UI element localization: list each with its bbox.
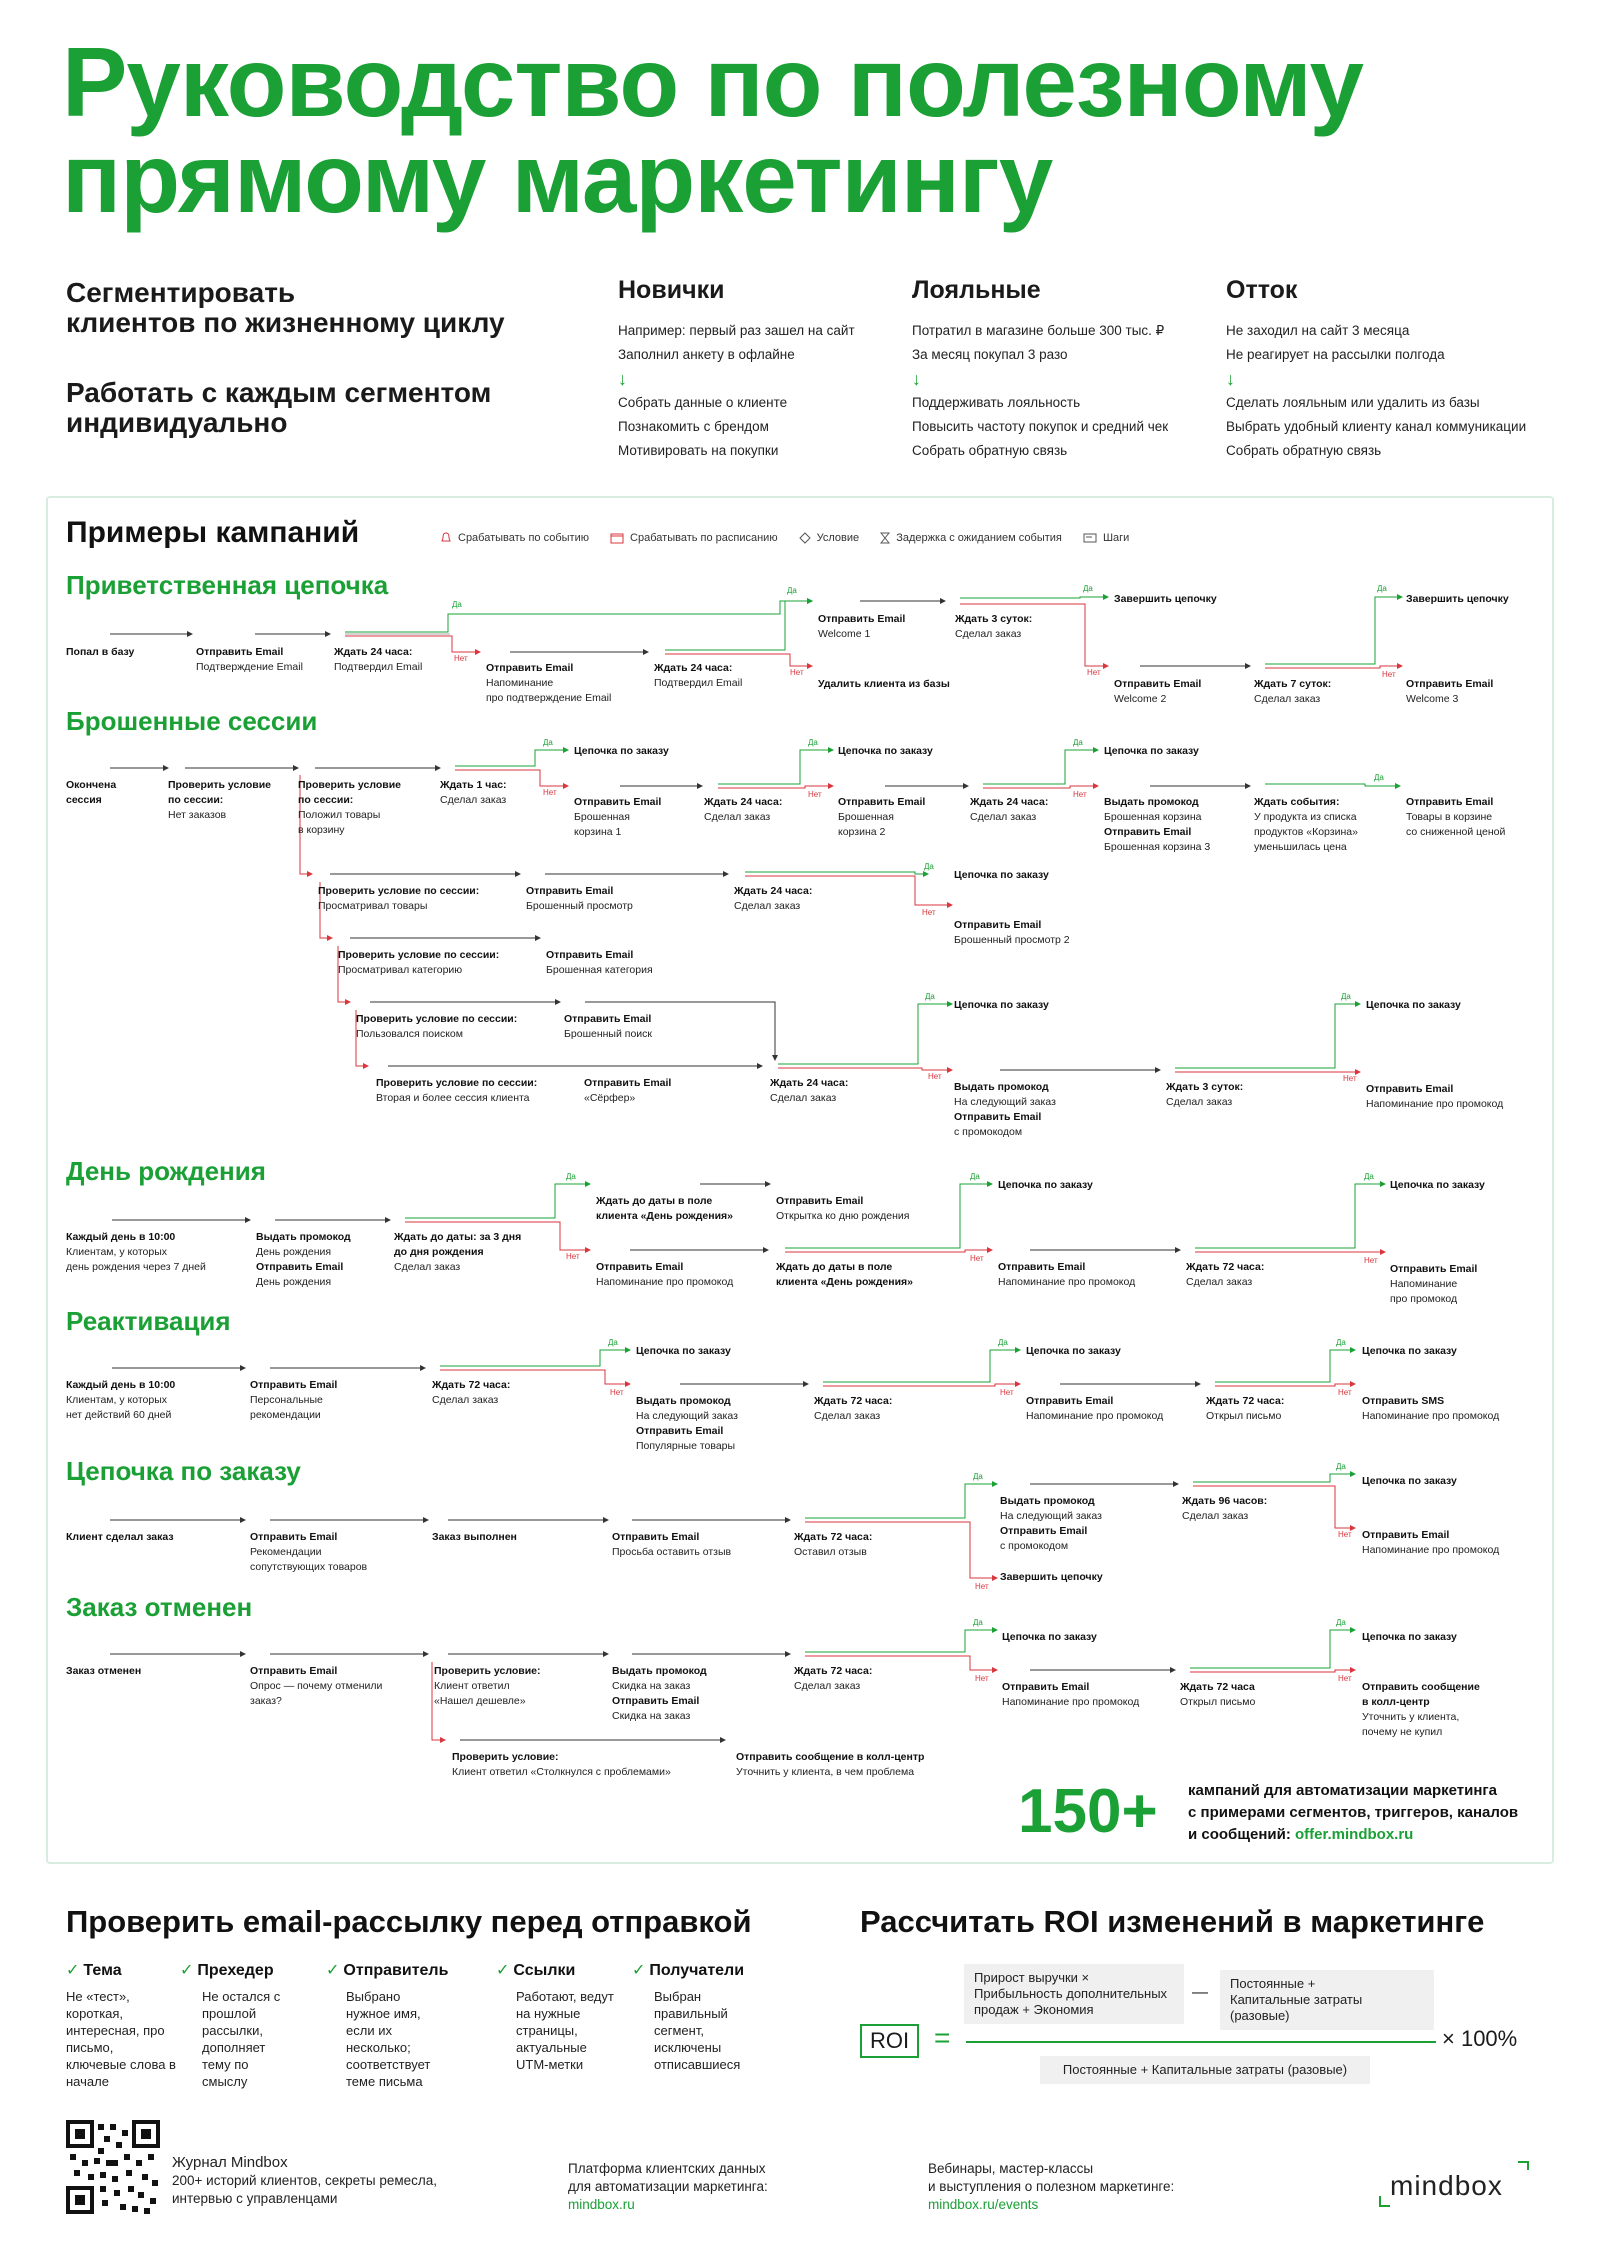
label-no: Нет bbox=[1087, 668, 1101, 677]
node-react-wait2: Ждать 72 часа: Сделал заказ bbox=[814, 1395, 893, 1422]
node-cancel-reminder: Отправить Email Напоминание про промокод bbox=[1002, 1681, 1140, 1708]
segment-loyal: Лояльные Потратил в магазине больше 300 тыс. ₽ За месяц покупал 3 разо ↓ Поддерживать лояльность Повысить частоту покупок и средний чек Собрать обратную связь bbox=[912, 276, 1169, 458]
node-order-email1: Отправить Email Рекомендации сопутствующих товаров bbox=[250, 1531, 368, 1573]
node-welcome-end2: Завершить цепочку bbox=[1406, 593, 1509, 605]
node-react-wait1: Ждать 72 часа: Сделал заказ bbox=[432, 1379, 511, 1406]
check-icon: ✓ bbox=[632, 1962, 646, 1979]
label-no: Нет bbox=[1338, 1674, 1352, 1683]
node-welcome-end1: Завершить цепочку bbox=[1114, 593, 1217, 605]
label-yes: Да bbox=[808, 738, 818, 747]
node-cancel-order1: Цепочка по заказу bbox=[1002, 1631, 1097, 1643]
node-order-end: Завершить цепочку bbox=[1000, 1571, 1103, 1583]
check-recipients: ✓ Получатели Выбран правильный сегмент, исключены отписавшиеся bbox=[632, 1962, 745, 2072]
node-abandoned-cart1: Отправить Email Брошенная корзина 1 bbox=[574, 796, 662, 838]
label-yes: Да bbox=[1336, 1338, 1346, 1347]
node-abandoned-order2: Цепочка по заказу bbox=[838, 745, 933, 757]
section-abandoned: Брошенные сессии bbox=[66, 706, 318, 736]
mindbox-logo: mindbox bbox=[1376, 2160, 1536, 2210]
node-welcome-wait2: Ждать 24 часа: Подтвердил Email bbox=[654, 662, 743, 689]
node-abandoned-order1: Цепочка по заказу bbox=[574, 745, 669, 757]
node-welcome-wait3: Ждать 3 суток: Сделал заказ bbox=[955, 613, 1033, 640]
node-order-wait1: Ждать 72 часа: Оставил отзыв bbox=[794, 1531, 873, 1558]
node-abandoned-cond2: Проверить условие по сессии: Положил товары в корзину bbox=[298, 779, 402, 836]
label-no: Нет bbox=[454, 654, 468, 663]
label-no: Нет bbox=[1338, 1388, 1352, 1397]
label-yes: Да bbox=[787, 586, 797, 595]
label-yes: Да bbox=[973, 1472, 983, 1481]
arrow-down-icon: ↓ bbox=[618, 369, 627, 389]
label-yes: Да bbox=[970, 1172, 980, 1181]
label-no: Нет bbox=[975, 1582, 989, 1591]
check-icon: ✓ bbox=[66, 1962, 80, 1979]
webinars-link[interactable]: mindbox.ru/events bbox=[928, 2197, 1039, 2212]
node-welcome-w2: Отправить Email Welcome 2 bbox=[1114, 678, 1202, 705]
label-no: Нет bbox=[1073, 790, 1087, 799]
section-order-chain: Цепочка по заказу bbox=[66, 1456, 301, 1486]
label-no: Нет bbox=[1343, 1074, 1357, 1083]
label-no: Нет bbox=[922, 908, 936, 917]
node-welcome-start: Попал в базу bbox=[66, 646, 135, 658]
node-category-email: Отправить Email Брошенная категория bbox=[546, 949, 653, 976]
node-category-cond: Проверить условие по сессии: Просматривал категорию bbox=[338, 949, 500, 976]
label-no: Нет bbox=[566, 1252, 580, 1261]
node-react-promo: Выдать промокод На следующий заказ Отправить Email Популярные товары bbox=[636, 1395, 738, 1452]
node-react-reminder: Отправить Email Напоминание про промокод bbox=[1026, 1395, 1164, 1422]
node-abandoned-lowprice-email: Отправить Email Товары в корзине со сниженной ценой bbox=[1406, 796, 1506, 838]
label-no: Нет bbox=[975, 1674, 989, 1683]
node-welcome-wait4: Ждать 7 суток: Сделал заказ bbox=[1254, 678, 1332, 705]
node-order-chain: Цепочка по заказу bbox=[1362, 1475, 1457, 1487]
node-birthday-wait-date2: Ждать до даты в поле клиента «День рождения» bbox=[776, 1261, 913, 1288]
roi-numerator-box: Прирост выручки × Прибыльность дополнительных продаж + Экономия bbox=[964, 1964, 1184, 2024]
check-icon: ✓ bbox=[180, 1962, 194, 1979]
segment-churn: Отток Не заходил на сайт 3 месяца Не реагирует на рассылки полгода ↓ Сделать лояльным или удалить из базы Выбрать удобный клиенту канал коммуникации Собрать обратную связь bbox=[1226, 276, 1527, 458]
check-sender: ✓ Отправитель Выбрано нужное имя, если их несколько; соответствует теме письма bbox=[326, 1962, 449, 2089]
label-yes: Да bbox=[924, 862, 934, 871]
node-cancel-survey: Отправить Email Опрос — почему отменили заказ? bbox=[250, 1665, 383, 1707]
node-react-email: Отправить Email Персональные рекомендации bbox=[250, 1379, 338, 1421]
node-birthday-wait1: Ждать до даты: за 3 дня до дня рождения Сделал заказ bbox=[394, 1231, 522, 1273]
label-yes: Да bbox=[543, 738, 553, 747]
roi-title: Рассчитать ROI изменений в маркетинге bbox=[860, 1904, 1485, 1939]
label-yes: Да bbox=[1374, 773, 1384, 782]
node-welcome-email1: Отправить Email Подтверждение Email bbox=[196, 646, 303, 673]
legend: Срабатывать по событию Срабатывать по расписанию Условие Задержка с ожиданием события Шаги bbox=[440, 532, 1147, 547]
node-birthday-wait-date1: Ждать до даты в поле клиента «День рождения» bbox=[596, 1195, 733, 1222]
node-cancel-callcenter2: Отправить сообщение в колл-центр Уточнить у клиента, в чем проблема bbox=[736, 1751, 925, 1778]
label-yes: Да bbox=[1336, 1618, 1346, 1627]
check-title: Проверить email-рассылку перед отправкой bbox=[66, 1904, 752, 1939]
node-cancel-wait1: Ждать 72 часа: Сделал заказ bbox=[794, 1665, 873, 1692]
label-no: Нет bbox=[1000, 1388, 1014, 1397]
node-abandoned-promo: Выдать промокод Брошенная корзина Отправить Email Брошенная корзина 3 bbox=[1104, 796, 1211, 853]
node-abandoned-order3: Цепочка по заказу bbox=[1104, 745, 1199, 757]
node-birthday-wait2: Ждать 72 часа: Сделал заказ bbox=[1186, 1261, 1265, 1288]
label-no: Нет bbox=[970, 1254, 984, 1263]
node-cancel-order2: Цепочка по заказу bbox=[1362, 1631, 1457, 1643]
node-birthday-schedule: Каждый день в 10:00 Клиентам, у которых день рождения через 7 дней bbox=[66, 1231, 206, 1273]
node-welcome-wait1: Ждать 24 часа: Подтвердил Email bbox=[334, 646, 423, 673]
label-yes: Да bbox=[1341, 992, 1351, 1001]
label-no: Нет bbox=[1338, 1530, 1352, 1539]
label-yes: Да bbox=[1377, 584, 1387, 593]
roi-equals: = bbox=[934, 2022, 951, 2053]
node-surfer-promo: Выдать промокод На следующий заказ Отправить Email с промокодом bbox=[954, 1081, 1056, 1138]
node-react-wait3: Ждать 72 часа: Открыл письмо bbox=[1206, 1395, 1285, 1422]
label-yes: Да bbox=[1364, 1172, 1374, 1181]
node-birthday-promo: Выдать промокод День рождения Отправить Email День рождения bbox=[256, 1231, 351, 1288]
node-cancel-cond1: Проверить условие: Клиент ответил «Нашел дешевле» bbox=[434, 1665, 541, 1707]
node-view-order: Цепочка по заказу bbox=[954, 869, 1049, 881]
label-no: Нет bbox=[790, 668, 804, 677]
node-cancel-start: Заказ отменен bbox=[66, 1665, 142, 1677]
label-no: Нет bbox=[1382, 670, 1396, 679]
roi-denominator-box: Постоянные + Капитальные затраты (разовые) bbox=[1040, 2056, 1370, 2084]
roi-minus: — bbox=[1192, 1984, 1208, 2001]
node-view-email: Отправить Email Брошенный просмотр bbox=[526, 885, 633, 912]
label-yes: Да bbox=[608, 1338, 618, 1347]
node-react-schedule: Каждый день в 10:00 Клиентам, у которых нет действий 60 дней bbox=[66, 1379, 176, 1421]
node-react-order3: Цепочка по заказу bbox=[1362, 1345, 1457, 1357]
check-icon: ✓ bbox=[496, 1962, 510, 1979]
node-search-cond: Проверить условие по сессии: Пользовался поиском bbox=[356, 1013, 518, 1040]
roi-multiplier: × 100% bbox=[1442, 2026, 1518, 2051]
section-cancelled: Заказ отменен bbox=[66, 1592, 253, 1622]
node-surfer-reminder: Отправить Email Напоминание про промокод bbox=[1366, 1083, 1504, 1110]
label-yes: Да bbox=[1336, 1462, 1346, 1471]
node-cancel-wait2: Ждать 72 часа Открыл письмо bbox=[1180, 1681, 1256, 1708]
promo-number: 150+ bbox=[1018, 1777, 1158, 1846]
roi-cost-box: Постоянные + Капитальные затраты (разовые) bbox=[1220, 1970, 1434, 2030]
node-cancel-promo: Выдать промокод Скидка на заказ Отправить Email Скидка на заказ bbox=[612, 1665, 707, 1722]
node-welcome-w3: Отправить Email Welcome 3 bbox=[1406, 678, 1494, 705]
node-view-email2: Отправить Email Брошенный просмотр 2 bbox=[954, 919, 1070, 946]
node-birthday-card: Отправить Email Открытка ко дню рождения bbox=[776, 1195, 910, 1222]
footer-journal: Журнал Mindbox 200+ историй клиентов, секреты ремесла, интервью с управленцами bbox=[172, 2154, 438, 2206]
node-react-order2: Цепочка по заказу bbox=[1026, 1345, 1121, 1357]
node-birthday-reminder2: Отправить Email Напоминание про промокод bbox=[998, 1261, 1136, 1288]
node-abandoned-price-event: Ждать события: У продукта из списка продуктов «Корзина» уменьшилась цена bbox=[1254, 796, 1358, 853]
check-icon: ✓ bbox=[326, 1962, 340, 1979]
node-surfer-cond: Проверить условие по сессии: Вторая и более сессия клиента bbox=[376, 1077, 538, 1104]
footer-webinars: Вебинары, мастер-классы и выступления о полезном маркетинге: mindbox.ru/events bbox=[928, 2161, 1175, 2212]
node-view-wait: Ждать 24 часа: Сделал заказ bbox=[734, 885, 813, 912]
roi-label: ROI bbox=[860, 2024, 919, 2058]
node-abandoned-cond1: Проверить условие по сессии: Нет заказов bbox=[168, 779, 272, 821]
campaigns-title: Примеры кампаний bbox=[66, 516, 360, 549]
promo-text: кампаний для автоматизации маркетинга с примерами сегментов, триггеров, каналов и сообщений: offer.mindbox.ru bbox=[1188, 1782, 1519, 1843]
node-abandoned-wait3: Ждать 24 часа: Сделал заказ bbox=[970, 796, 1049, 823]
node-order-done: Заказ выполнен bbox=[432, 1531, 517, 1543]
label-yes: Да bbox=[925, 992, 935, 1001]
node-order-wait2: Ждать 96 часов: Сделал заказ bbox=[1182, 1495, 1268, 1522]
node-birthday-reminder1: Отправить Email Напоминание про промокод bbox=[596, 1261, 734, 1288]
section-birthday: День рождения bbox=[66, 1156, 266, 1186]
node-surfer-wait: Ждать 24 часа: Сделал заказ bbox=[770, 1077, 849, 1104]
node-welcome-reminder: Отправить Email Напоминание про подтверждение Email bbox=[486, 662, 612, 704]
check-preheader: ✓ Прехедер Не остался с прошлой рассылки, дополняет тему по смыслу bbox=[180, 1962, 281, 2089]
node-cancel-cond2: Проверить условие: Клиент ответил «Столкнулся с проблемами» bbox=[452, 1751, 671, 1778]
footer-platform: Платформа клиентских данных для автоматизации маркетинга: mindbox.ru bbox=[568, 2161, 768, 2212]
node-birthday-order2: Цепочка по заказу bbox=[1390, 1179, 1485, 1191]
node-abandoned-wait2: Ждать 24 часа: Сделал заказ bbox=[704, 796, 783, 823]
label-yes: Да bbox=[1073, 738, 1083, 747]
section-welcome: Приветственная цепочка bbox=[66, 570, 389, 600]
check-topic: ✓ Тема Не «тест», короткая, интересная, про письмо, ключевые слова в начале bbox=[66, 1962, 176, 2089]
node-surfer-email: Отправить Email «Сёрфер» bbox=[584, 1077, 672, 1104]
node-abandoned-cart2: Отправить Email Брошенная корзина 2 bbox=[838, 796, 926, 838]
label-yes: Да bbox=[566, 1172, 576, 1181]
node-surfer-order: Цепочка по заказу bbox=[954, 999, 1049, 1011]
node-welcome-w1: Отправить Email Welcome 1 bbox=[818, 613, 906, 640]
segment-newbies: Новички Например: первый раз зашел на сайт Заполнил анкету в офлайне ↓ Собрать данные о клиенте Познакомить с брендом Мотивировать на покупки bbox=[618, 276, 855, 458]
label-no: Нет bbox=[808, 790, 822, 799]
arrow-down-icon: ↓ bbox=[912, 369, 921, 389]
arrow-down-icon: ↓ bbox=[1226, 369, 1235, 389]
node-cancel-callcenter: Отправить сообщение в колл-центр Уточнить у клиента, почему не купил bbox=[1362, 1681, 1480, 1738]
node-birthday-order1: Цепочка по заказу bbox=[998, 1179, 1093, 1191]
section-reactivation: Реактивация bbox=[66, 1306, 231, 1336]
check-links: ✓ Ссылки Работают, ведут на нужные страницы, актуальные UTM-метки bbox=[496, 1962, 614, 2072]
label-no: Нет bbox=[928, 1072, 942, 1081]
platform-link[interactable]: mindbox.ru bbox=[568, 2197, 635, 2212]
node-react-order1: Цепочка по заказу bbox=[636, 1345, 731, 1357]
node-abandoned-start: Окончена сессия bbox=[66, 779, 117, 806]
node-welcome-delete: Удалить клиента из базы bbox=[818, 678, 950, 690]
node-surfer-order2: Цепочка по заказу bbox=[1366, 999, 1461, 1011]
qr-code bbox=[66, 2120, 160, 2214]
node-abandoned-wait1: Ждать 1 час: Сделал заказ bbox=[440, 779, 507, 806]
node-view-cond: Проверить условие по сессии: Просматривал товары bbox=[318, 885, 480, 912]
promo-link[interactable]: offer.mindbox.ru bbox=[1295, 1826, 1414, 1843]
node-search-email: Отправить Email Брошенный поиск bbox=[564, 1013, 652, 1040]
node-react-sms: Отправить SMS Напоминание про промокод bbox=[1362, 1395, 1500, 1422]
label-no: Нет bbox=[1364, 1256, 1378, 1265]
roi-fraction-line bbox=[966, 2041, 1436, 2043]
segment-heading-2: Работать с каждым сегментом индивидуально bbox=[66, 377, 492, 438]
node-surfer-wait2: Ждать 3 суток: Сделал заказ bbox=[1166, 1081, 1244, 1108]
label-no: Нет bbox=[543, 788, 557, 797]
node-order-start: Клиент сделал заказ bbox=[66, 1531, 174, 1543]
label-yes: Да bbox=[973, 1618, 983, 1627]
node-birthday-reminder3: Отправить Email Напоминание про промокод bbox=[1390, 1263, 1478, 1305]
label-yes: Да bbox=[452, 600, 462, 609]
label-yes: Да bbox=[998, 1338, 1008, 1347]
segment-heading-1: Сегментировать клиентов по жизненному циклу bbox=[66, 277, 505, 338]
page-title: Руководство по полезному прямому маркетингу bbox=[62, 27, 1364, 233]
node-order-review: Отправить Email Просьба оставить отзыв bbox=[612, 1531, 732, 1558]
node-order-promo: Выдать промокод На следующий заказ Отправить Email с промокодом bbox=[1000, 1495, 1102, 1552]
label-no: Нет bbox=[610, 1388, 624, 1397]
label-yes: Да bbox=[1083, 584, 1093, 593]
node-order-reminder: Отправить Email Напоминание про промокод bbox=[1362, 1529, 1500, 1556]
